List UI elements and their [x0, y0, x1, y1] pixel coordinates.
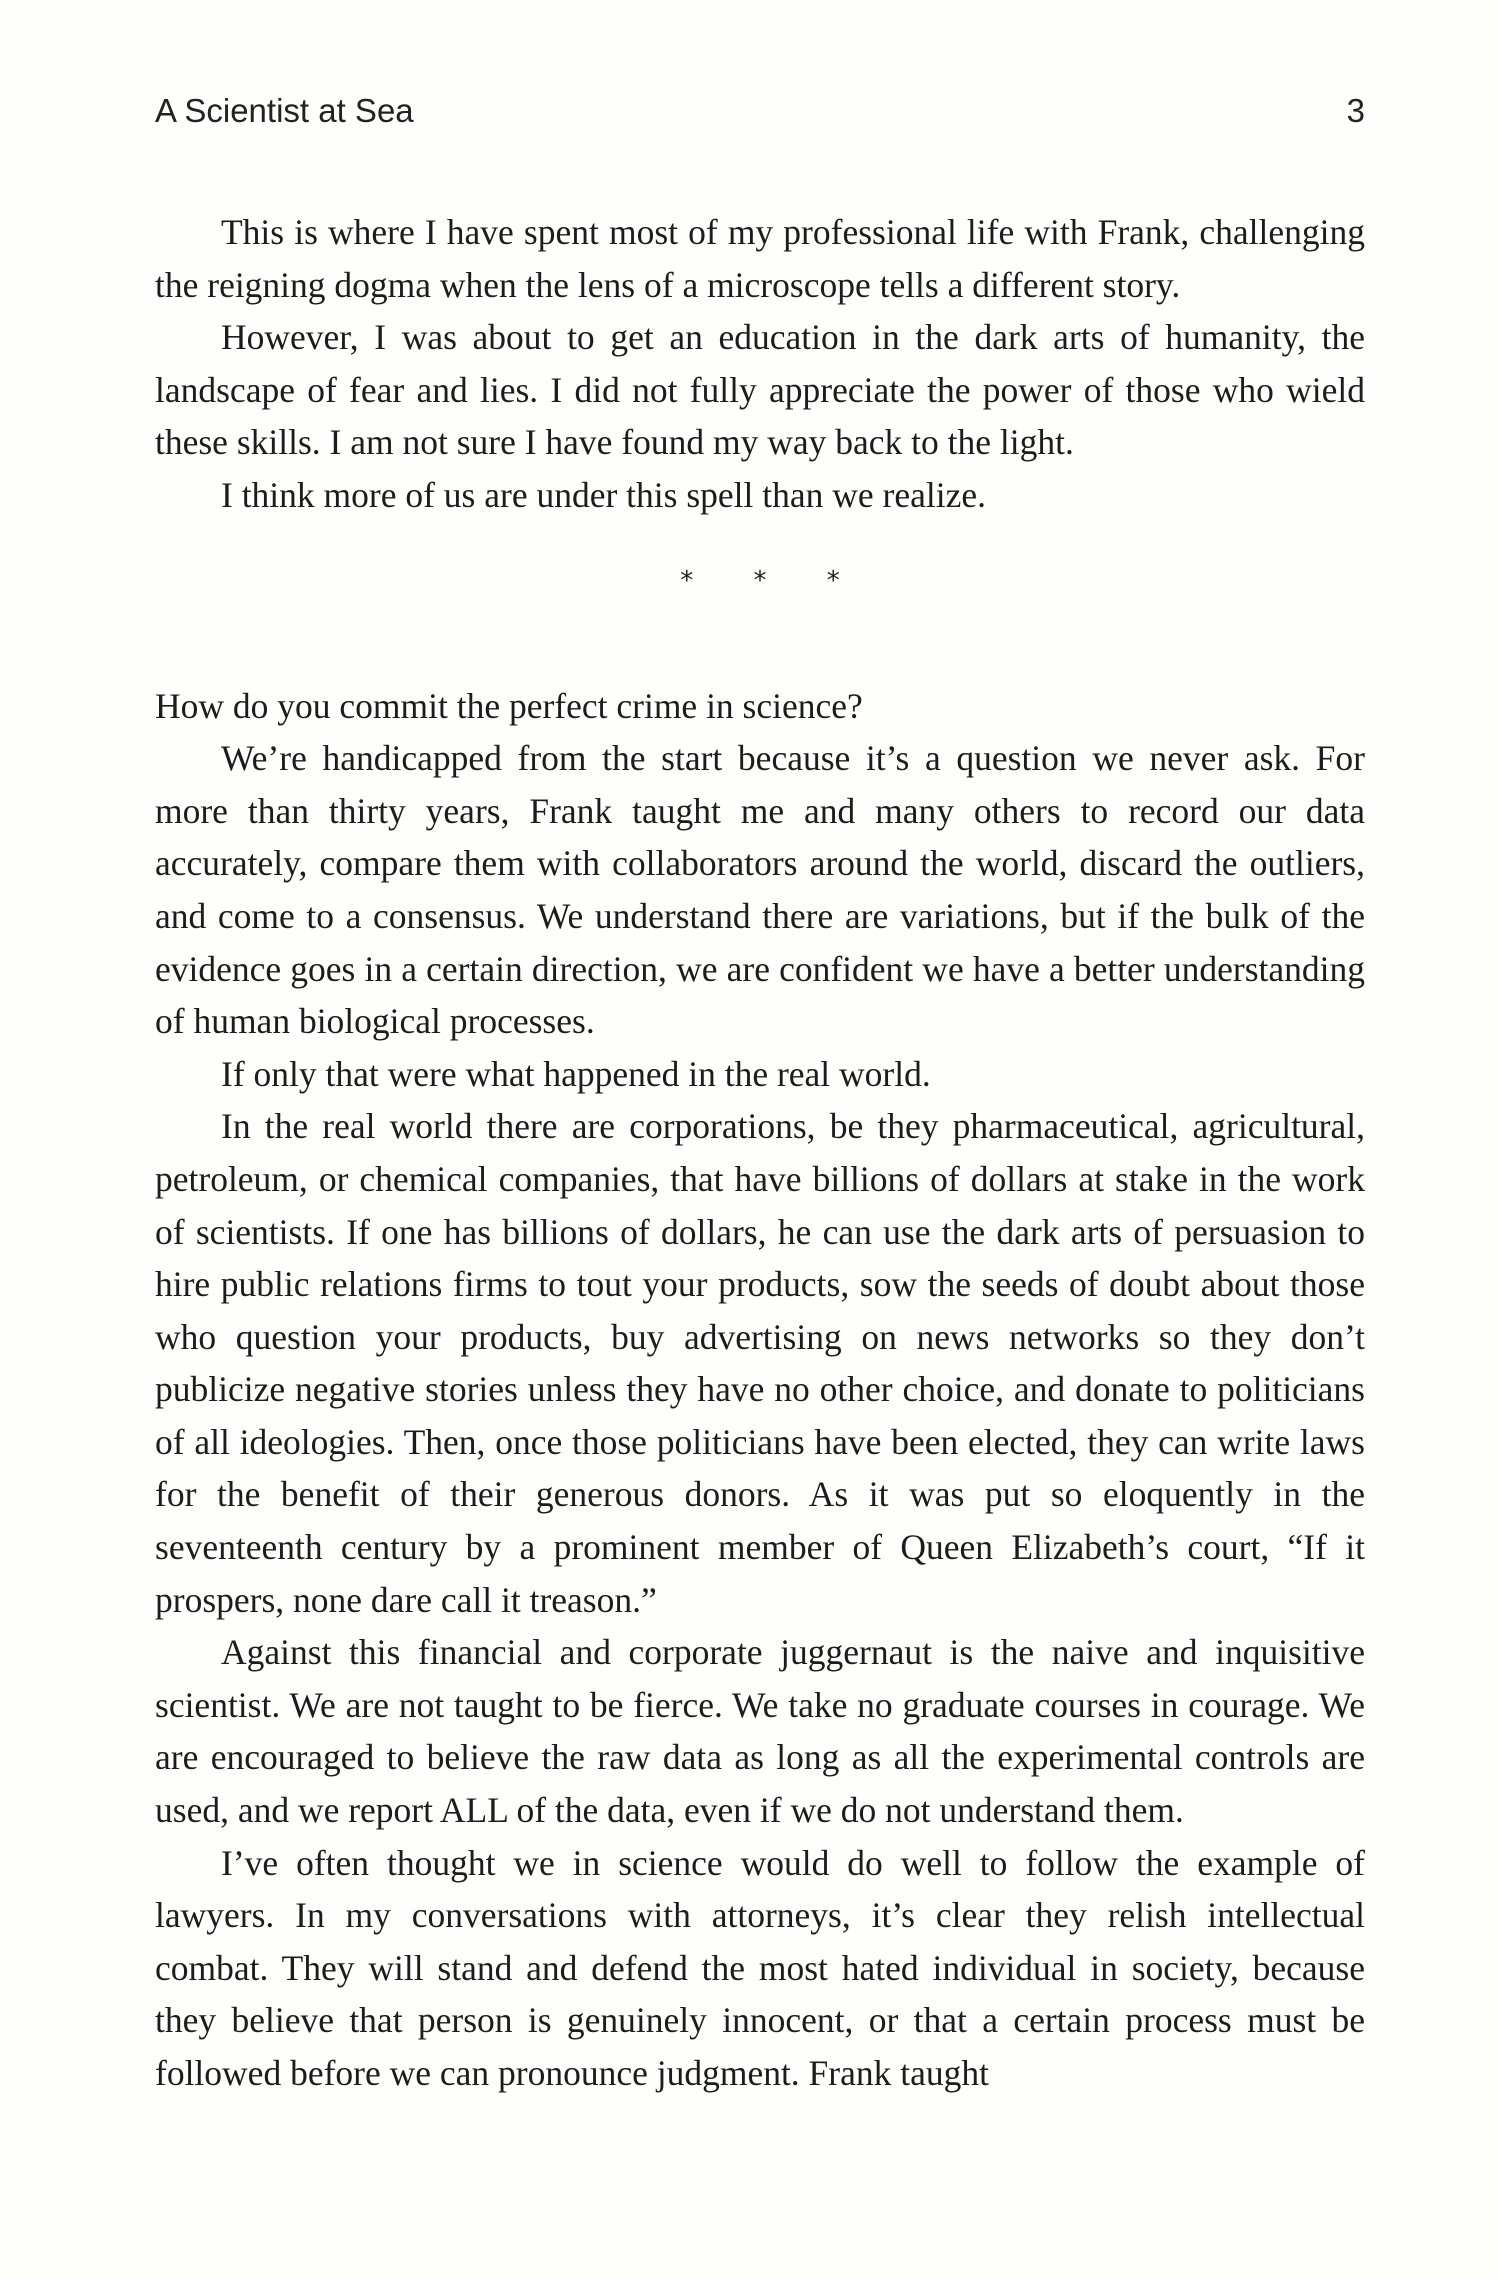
paragraph: We’re handicapped from the start because it’s a question we never ask. For more than thirty years, Frank taught me and many others to record our data accurately, compare them with collaborators around the world, discard the outliers, and come to a consensus. We understand there are variations, but if the bulk of the evidence goes in a certain direction, we are confident we have a better understanding of human biological processes.: [155, 738, 1365, 1042]
running-head: [155, 92, 1365, 130]
book-title: A Scientist at Sea: [155, 92, 414, 129]
page-number: 3: [1346, 92, 1365, 129]
paragraph: This is where I have spent most of my professional life with Frank, challenging the reigning dogma when the lens of a microscope tells a different story.: [155, 212, 1365, 305]
paragraph: If only that were what happened in the real world.: [221, 1053, 931, 1094]
paragraph: I think more of us are under this spell than we realize.: [221, 474, 986, 515]
paragraph: Against this financial and corporate juggernaut is the naive and inquisitive scientist. We are not taught to be fierce. We take no graduate courses in courage. We are encouraged to believe the raw data as long as all the experimental controls are used, and we report ALL of the data, even if we do not understand them.: [155, 1632, 1365, 1831]
paragraph: I’ve often thought we in science would do well to follow the example of lawyers. In my conversations with attorneys, it’s clear they relish intellectual combat. They will stand and defend the most hated individual in society, because they believe that person is genuinely innocent, or that a certain process must be followed before we can pronounce judgment. Frank taught: [155, 1842, 1365, 2093]
paragraph: In the real world there are corporations, be they pharmaceutical, agricultural, petroleum, or chemical companies, that have billions of dollars at stake in the work of scientists. If one has billions of dollars, he can use the dark arts of persuasion to hire public relations firms to tout your products, sow the seeds of doubt about those who question your products, buy advertising on news networks so they don’t publicize negative stories unless they have no other choice, and donate to politicians of all ideologies. Then, once those politicians have been elected, they can write laws for the benefit of their generous donors. As it was put so eloquently in the seventeenth century by a prominent member of Queen Elizabeth’s court, “If it prospers, none dare call it treason.”: [155, 1106, 1365, 1620]
section-break: * * *: [680, 565, 866, 596]
body-text: [155, 206, 1365, 2100]
paragraph: How do you commit the perfect crime in science?: [155, 685, 863, 726]
paragraph: However, I was about to get an education in the dark arts of humanity, the landscape of fear and lies. I did not fully appreciate the power of those who wield these skills. I am not sure I have found my way back to the light.: [155, 317, 1365, 463]
